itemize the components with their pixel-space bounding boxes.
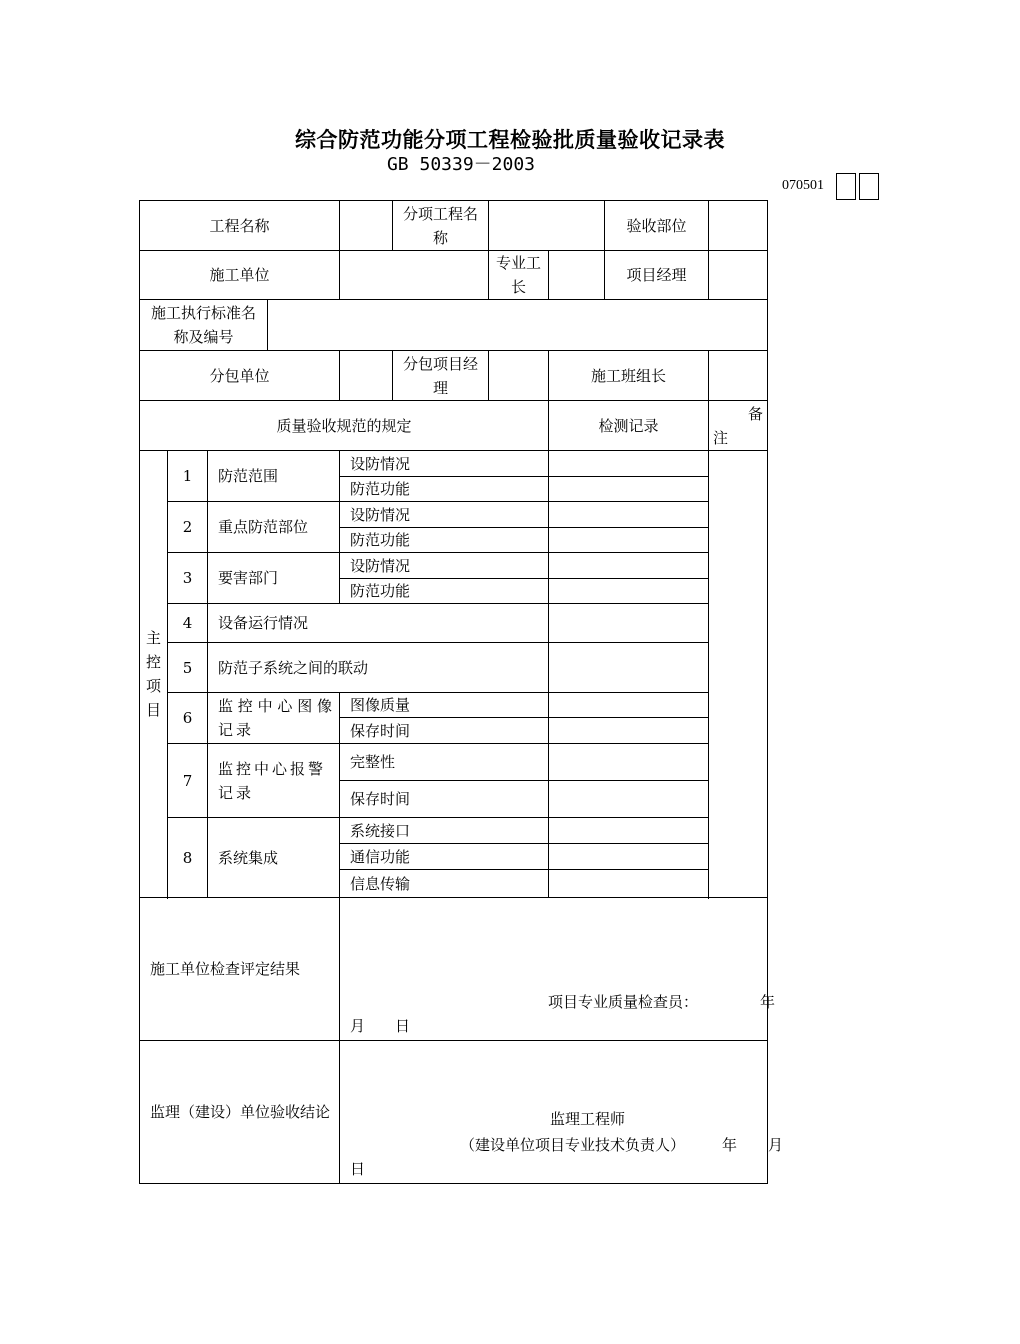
foreman-label: 专业工长 [489,251,549,300]
evaluation-field[interactable] [340,898,776,1041]
item-name: 监控中心报警记录 [208,744,340,818]
spec-column-header: 质量验收规范的规定 [140,401,549,451]
supervision-month: 月 [768,1136,784,1154]
supervision-day: 日 [350,1160,366,1178]
supervision-label: 监理（建设）单位验收结论 [140,1041,340,1184]
item-sub: 防范功能 [340,579,549,604]
project-manager-label: 项目经理 [605,251,709,300]
record-column-header: 检测记录 [549,401,709,451]
record-cell[interactable] [549,870,709,898]
item-name: 设备运行情况 [208,604,549,643]
inspection-part-label: 验收部位 [605,201,709,251]
item-name: 监控中心图像记录 [208,693,340,744]
record-cell[interactable] [549,781,709,818]
sub-manager-label: 分包项目经理 [393,351,489,401]
item-no: 5 [168,643,208,693]
record-cell[interactable] [549,451,709,477]
evaluation-inspector: 项目专业质量检查员： [548,993,699,1011]
item-sub: 保存时间 [340,718,549,744]
project-manager-field[interactable] [709,251,768,300]
project-name-label: 工程名称 [140,201,340,251]
supervision-engineer: 监理工程师 [550,1110,626,1128]
subproject-name-label: 分项工程名称 [393,201,489,251]
record-cell[interactable] [549,818,709,844]
item-sub: 完整性 [340,744,549,781]
supervision-owner: （建设单位项目专业技术负责人） [460,1136,686,1154]
item-name: 要害部门 [208,553,340,604]
item-sub: 防范功能 [340,528,549,553]
item-no: 8 [168,818,208,898]
item-name: 系统集成 [208,818,340,898]
form-title: 综合防范功能分项工程检验批质量验收记录表 [295,127,725,152]
item-no: 4 [168,604,208,643]
item-sub: 通信功能 [340,844,549,870]
item-no: 6 [168,693,208,744]
item-no: 2 [168,502,208,553]
item-sub: 图像质量 [340,693,549,718]
inspection-part-field[interactable] [709,201,768,251]
record-cell[interactable] [549,693,709,718]
supervision-field[interactable] [340,1041,784,1184]
item-no: 7 [168,744,208,818]
item-no: 1 [168,451,208,502]
item-sub: 设防情况 [340,502,549,528]
subcontractor-label: 分包单位 [140,351,340,401]
foreman-field[interactable] [549,251,605,300]
record-cell[interactable] [549,718,709,744]
main-control-char-1: 主 [145,629,161,647]
record-cell[interactable] [549,844,709,870]
inspection-record-table-main [139,200,784,1184]
record-cell[interactable] [549,528,709,553]
standard-code: GB 50339－2003 [386,154,536,175]
note-header-line2: 注 [713,428,729,447]
record-cell[interactable] [549,553,709,579]
record-cell[interactable] [549,604,709,643]
record-cell[interactable] [549,744,709,781]
item-sub: 信息传输 [340,870,549,898]
team-leader-field[interactable] [709,351,768,401]
team-leader-label: 施工班组长 [549,351,709,401]
form-code-box-1[interactable] [836,173,856,200]
item-no: 3 [168,553,208,604]
note-cell[interactable] [709,451,768,898]
note-column-header [709,401,768,451]
main-control-char-4: 目 [145,701,161,719]
item-sub: 防范功能 [340,477,549,502]
item-sub: 保存时间 [340,781,549,818]
note-header-line1: 备 [748,404,764,423]
record-cell[interactable] [549,502,709,528]
record-cell[interactable] [549,643,709,693]
record-cell[interactable] [549,579,709,604]
item-name: 防范范围 [208,451,340,502]
subcontractor-field[interactable] [340,351,393,401]
standard-label: 施工执行标准名称及编号 [140,300,268,351]
evaluation-year: 年 [760,993,776,1011]
form-code-box-2[interactable] [859,173,879,200]
evaluation-label: 施工单位检查评定结果 [140,898,340,1041]
sub-manager-field[interactable] [489,351,549,401]
item-name: 防范子系统之间的联动 [208,643,549,693]
item-sub: 系统接口 [340,818,549,844]
form-code: 070501 [782,178,824,193]
main-control-char-3: 项 [145,677,161,695]
subproject-name-field[interactable] [489,201,605,251]
item-sub: 设防情况 [340,451,549,477]
main-control-char-2: 控 [145,653,161,671]
main-control-label [140,451,168,898]
construction-unit-label: 施工单位 [140,251,340,300]
evaluation-month-day: 月 日 [350,1017,411,1035]
project-name-field[interactable] [340,201,393,251]
construction-unit-field[interactable] [340,251,489,300]
item-sub: 设防情况 [340,553,549,579]
item-name: 重点防范部位 [208,502,340,553]
supervision-year: 年 [722,1136,738,1154]
standard-field[interactable] [268,300,768,351]
record-cell[interactable] [549,477,709,502]
